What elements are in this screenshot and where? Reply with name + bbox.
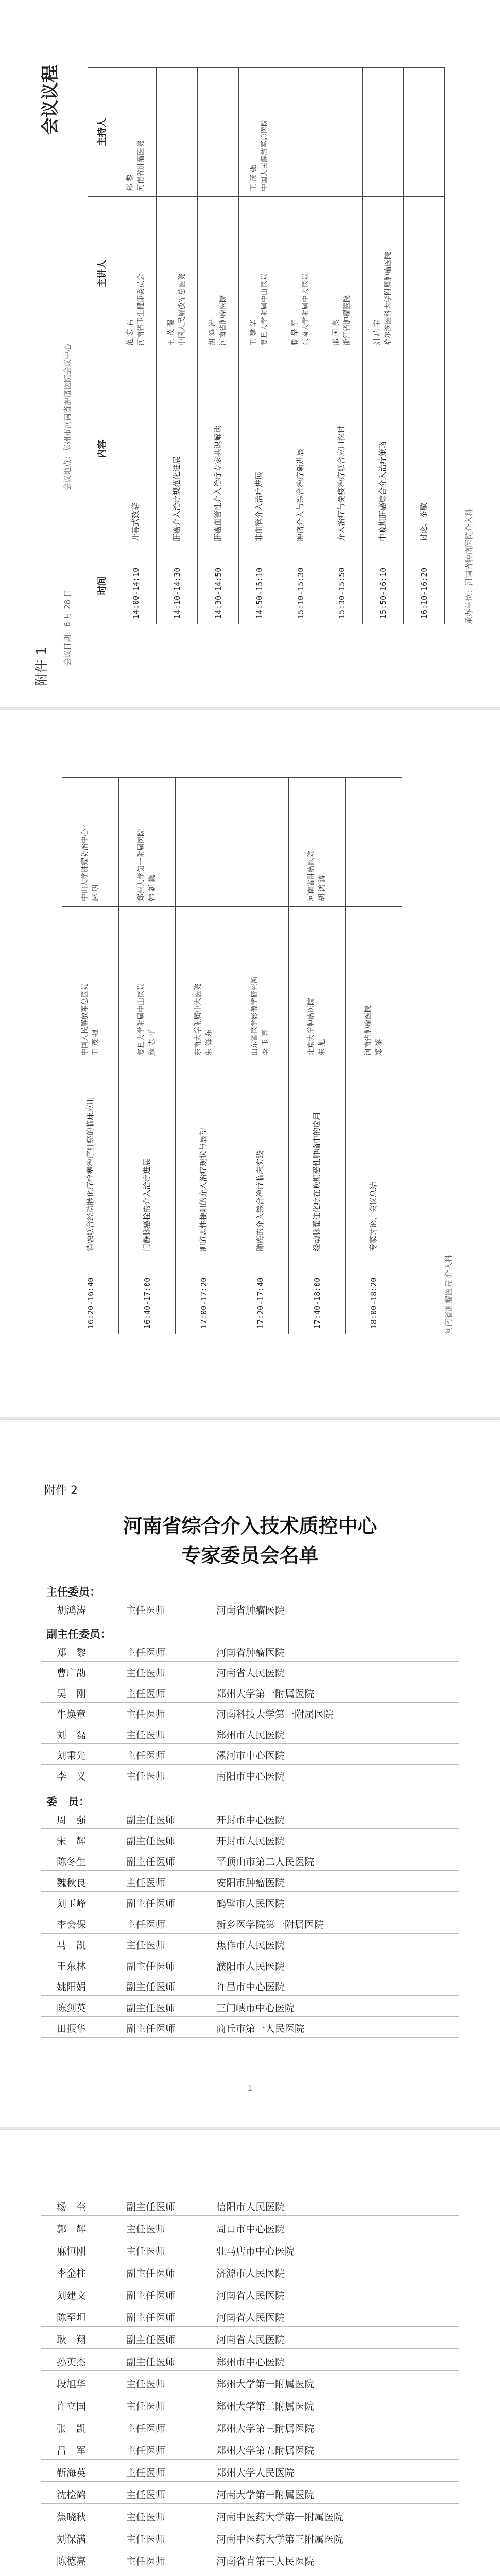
- member-hospital: 郑州大学第一附属医院: [216, 2379, 315, 2390]
- member-name: 杨 奎: [57, 2201, 87, 2213]
- agenda-content: 中晚期肝癌综合介入治疗策略: [363, 351, 404, 547]
- agenda-table-2: [62, 777, 402, 1334]
- member-name: 胡鸿涛: [57, 1605, 87, 1616]
- member-title: 主任医师: [126, 1647, 166, 1658]
- speaker-line: 山东省医学影像学研究所: [251, 976, 260, 1056]
- member-hospital: 信阳市人民医院: [216, 2201, 285, 2213]
- agenda-row: [157, 68, 198, 624]
- member-title: 副主任医师: [126, 2334, 176, 2346]
- row-divider: [41, 2481, 459, 2482]
- member-title: 主任医师: [126, 1750, 166, 1761]
- agenda-row: [115, 68, 157, 624]
- row-divider: [41, 2215, 459, 2216]
- member-name: 曹广劭: [57, 1668, 87, 1679]
- agenda-time: 14:30-14:50: [198, 547, 239, 624]
- agenda-speaker: [404, 197, 445, 351]
- member-hospital: 周口市中心医院: [216, 2224, 285, 2235]
- agenda-content: 肝癌血管性介入治疗专家共识解读: [198, 351, 239, 547]
- page-2-rotated-content: [0, 710, 500, 1417]
- speaker-line: 郑 黎: [374, 1039, 383, 1056]
- member-title: 主任医师: [126, 2467, 166, 2479]
- page-2: [0, 710, 500, 1417]
- member-name: 李 义: [57, 1771, 87, 1782]
- agenda-speaker: [363, 197, 404, 351]
- member-title: 副主任医师: [126, 2312, 176, 2324]
- host-line: 赵 明: [91, 884, 100, 901]
- agenda-time: 17:00-17:20: [176, 1257, 232, 1334]
- agenda-row: [289, 778, 346, 1334]
- member-name: 吴 刚: [57, 1688, 87, 1700]
- member-title: 主任医师: [126, 2512, 166, 2523]
- member-title: 主任医师: [126, 2401, 166, 2412]
- speaker-line: 颜 志 平: [148, 1029, 157, 1056]
- speaker-line: 复旦大学附属中山医院: [137, 984, 146, 1056]
- member-title: 主任医师: [126, 1605, 166, 1616]
- agenda-time: 14:10-14:30: [157, 547, 198, 624]
- section-vice-chair: 副主任委员：: [46, 1628, 111, 1640]
- member-title: 主任医师: [126, 2445, 166, 2456]
- speaker-line: 范 宏 君: [126, 319, 135, 346]
- row-divider: [41, 2016, 459, 2017]
- member-title: 主任医师: [126, 2556, 166, 2567]
- agenda-host: [346, 778, 402, 907]
- page-number-1: 1: [248, 2084, 252, 2093]
- agenda-host: [363, 68, 404, 197]
- row-divider: [41, 1661, 459, 1662]
- agenda-speaker: [176, 907, 232, 1061]
- member-name: 麻恒刚: [57, 2246, 87, 2257]
- member-title: 副主任医师: [126, 2023, 176, 2035]
- agenda-row: [280, 68, 321, 624]
- member-title: 副主任医师: [126, 1856, 176, 1868]
- member-title: 主任医师: [126, 1709, 166, 1720]
- row-divider: [41, 2370, 459, 2371]
- member-name: 刘 磊: [57, 1730, 87, 1741]
- member-hospital: 郑州市人民医院: [216, 1730, 285, 1741]
- member-hospital: 商丘市第一人民医院: [216, 2023, 305, 2035]
- attachment-2-label: 附件 2: [44, 1484, 78, 1497]
- header-speaker: 主讲人: [88, 197, 115, 351]
- member-hospital: 济源市人民医院: [216, 2268, 285, 2279]
- member-title: 副主任医师: [126, 2201, 176, 2213]
- member-title: 主任医师: [126, 2379, 166, 2390]
- agenda-speaker: [115, 197, 157, 351]
- meeting-date-note: 会议日期：6 月 28 日: [63, 589, 72, 666]
- member-name: 王东林: [57, 1960, 87, 1972]
- agenda-speaker: [346, 907, 402, 1061]
- member-hospital: 鹤壁市人民医院: [216, 1898, 285, 1909]
- agenda-time: 17:20-17:40: [232, 1257, 289, 1334]
- agenda-host: [289, 778, 346, 907]
- agenda-host: [119, 778, 176, 907]
- agenda-time: 18:00-18:20: [346, 1257, 402, 1334]
- member-hospital: 河南中医药大学第一附属医院: [216, 2512, 344, 2523]
- agenda-time: 16:20-16:40: [62, 1257, 119, 1334]
- agenda-speaker: [289, 907, 346, 1061]
- page-1: [0, 0, 500, 707]
- row-divider: [41, 1933, 459, 1934]
- row-divider: [41, 2037, 459, 2038]
- host-line: 郑州大学第一附属医院: [137, 829, 146, 901]
- speaker-line: 河南省卫生健康委员会: [136, 274, 145, 346]
- speaker-line: 北京大学肿瘤医院: [307, 998, 316, 1056]
- member-title: 主任医师: [126, 2423, 166, 2434]
- agenda-row: [346, 778, 402, 1334]
- member-hospital: 河南中医药大学第三附属医院: [216, 2534, 344, 2545]
- agenda-time: 14:00-14:10: [115, 547, 157, 624]
- member-name: 郑 黎: [57, 1647, 87, 1658]
- speaker-line: 河南省肿瘤医院: [219, 295, 228, 346]
- row-divider: [41, 1995, 459, 1996]
- member-title: 副主任医师: [126, 1960, 176, 1972]
- agenda-row: [239, 68, 280, 624]
- speaker-line: 李 玉 亮: [261, 1029, 270, 1056]
- member-title: 主任医师: [126, 1919, 166, 1930]
- speaker-line: 胡 鸿 涛: [209, 319, 217, 346]
- member-hospital: 河南大学第一附属医院: [216, 2489, 315, 2501]
- agenda-host: [62, 778, 119, 907]
- agenda-host: [198, 68, 239, 197]
- agenda-time: 14:50-15:10: [239, 547, 280, 624]
- member-hospital: 开封市人民医院: [216, 1835, 285, 1847]
- meeting-venue-note: 会议地点：郑州市河南省肿瘤医院会议中心: [63, 343, 72, 490]
- member-name: 田振华: [57, 2023, 87, 2035]
- agenda-speaker: [119, 907, 176, 1061]
- agenda-speaker: [62, 907, 119, 1061]
- speaker-line: 中国人民解放军总医院: [81, 984, 90, 1056]
- agenda-host: [232, 778, 289, 907]
- page-3: [0, 1420, 500, 2127]
- agenda-speaker: [198, 197, 239, 351]
- member-name: 孙英杰: [57, 2357, 87, 2368]
- member-title: 主任医师: [126, 1688, 166, 1700]
- row-divider: [41, 1743, 459, 1744]
- host-line: 中山大学肿瘤防治中心: [81, 829, 90, 901]
- member-title: 主任医师: [126, 1668, 166, 1679]
- member-hospital: 郑州大学人民医院: [216, 2467, 295, 2479]
- agenda-speaker: [157, 197, 198, 351]
- agenda-content: 介入治疗与免疫治疗联合应用探讨: [321, 351, 363, 547]
- member-name: 段旭华: [57, 2379, 87, 2390]
- member-hospital: 河南省肿瘤医院: [216, 1605, 285, 1616]
- speaker-line: 浙江省肿瘤医院: [342, 295, 351, 346]
- member-title: 副主任医师: [126, 2290, 176, 2301]
- member-name: 陈至坦: [57, 2312, 87, 2324]
- member-name: 刘建文: [57, 2290, 87, 2301]
- host-line: 郑 黎: [126, 174, 135, 191]
- member-name: 郭 辉: [57, 2224, 87, 2235]
- member-hospital: 漯河市中心医院: [216, 1750, 285, 1761]
- row-divider: [41, 1828, 459, 1829]
- member-hospital: 郑州大学第一附属医院: [216, 1688, 315, 1700]
- page-1-rotated-content: [0, 0, 500, 707]
- member-name: 耿 翔: [57, 2334, 87, 2346]
- agenda-time: 15:50-16:10: [363, 547, 404, 624]
- member-title: 主任医师: [126, 2224, 166, 2235]
- member-title: 副主任医师: [126, 1981, 176, 1993]
- speaker-line: 哈尔滨医科大学附属肿瘤医院: [384, 252, 392, 346]
- member-name: 魏秋良: [57, 1877, 87, 1889]
- member-hospital: 河南省人民医院: [216, 2334, 285, 2346]
- member-name: 周 强: [57, 1815, 87, 1826]
- member-name: 刘保满: [57, 2534, 87, 2545]
- member-name: 宋 辉: [57, 1835, 87, 1847]
- department-note: 河南省肿瘤医院 介入科: [444, 1255, 453, 1334]
- speaker-line: 滕 皋 军: [291, 319, 300, 346]
- member-hospital: 平顶山市第二人民医院: [216, 1856, 315, 1868]
- page-4: [0, 2130, 500, 2576]
- row-divider: [41, 2459, 459, 2460]
- member-title: 主任医师: [126, 2246, 166, 2257]
- member-name: 李会保: [57, 1919, 87, 1930]
- member-title: 主任医师: [126, 1771, 166, 1782]
- agenda-host: [280, 68, 321, 197]
- speaker-line: 复旦大学附属中山医院: [260, 274, 269, 346]
- member-title: 副主任医师: [126, 2002, 176, 2014]
- agenda-content: 讨论、茶歇: [404, 351, 445, 547]
- section-committee: 委 员：: [46, 1795, 90, 1808]
- member-name: 李金柱: [57, 2268, 87, 2279]
- host-line: 胡 鸿 涛: [318, 875, 326, 901]
- agenda-content: 门静脉癌栓的介入治疗进展: [119, 1061, 176, 1257]
- host-line: 王 茂 强: [250, 165, 258, 191]
- organizer-note: 承办单位：河南省肿瘤医院介入科: [464, 508, 474, 624]
- host-line: 河南省肿瘤医院: [136, 141, 145, 191]
- member-name: 刘玉峰: [57, 1898, 87, 1909]
- member-hospital: 郑州大学第二附属医院: [216, 2401, 315, 2412]
- agenda-row: [198, 68, 239, 624]
- agenda-row: [176, 778, 232, 1334]
- member-hospital: 河南省人民医院: [216, 2290, 285, 2301]
- agenda-row: [363, 68, 404, 624]
- member-hospital: 许昌市中心医院: [216, 1981, 285, 1993]
- member-title: 副主任医师: [126, 1815, 176, 1826]
- agenda-host: [176, 778, 232, 907]
- member-title: 主任医师: [126, 2534, 166, 2545]
- agenda-speaker: [232, 907, 289, 1061]
- member-name: 沈检鹤: [57, 2489, 87, 2501]
- member-hospital: 河南省人民医院: [216, 2312, 285, 2324]
- agenda-row: [232, 778, 289, 1334]
- member-name: 靳海英: [57, 2467, 87, 2479]
- row-divider: [41, 2326, 459, 2327]
- member-hospital: 河南省肿瘤医院: [216, 1647, 285, 1658]
- agenda-time: 15:30-15:50: [321, 547, 363, 624]
- member-hospital: 河南省人民医院: [216, 1668, 285, 1679]
- agenda-host: [404, 68, 445, 197]
- agenda-table-1: [88, 67, 445, 624]
- member-hospital: 郑州大学第三附属医院: [216, 2423, 315, 2434]
- agenda-time: 16:10-16:20: [404, 547, 445, 624]
- speaker-line: 朱 旭: [318, 1039, 326, 1056]
- row-divider: [41, 2503, 459, 2504]
- row-divider: [41, 1702, 459, 1703]
- section-chair: 主任委员：: [46, 1586, 100, 1598]
- agenda-content: 非血管介入治疗进展: [239, 351, 280, 547]
- member-title: 副主任医师: [126, 1898, 176, 1909]
- agenda-host: [115, 68, 157, 197]
- agenda-header-row: [88, 68, 115, 624]
- speaker-line: 王 茂 强: [167, 319, 176, 346]
- agenda-time: 15:10-15:30: [280, 547, 321, 624]
- doc-title-line-2: 专家委员会名单: [181, 1544, 319, 1567]
- agenda-content: 肿瘤介入与综合治疗新进展: [280, 351, 321, 547]
- member-name: 张 凯: [57, 2423, 87, 2434]
- agenda-speaker: [280, 197, 321, 351]
- member-hospital: 三门峡市中心医院: [216, 2002, 295, 2014]
- speaker-line: 王 茂 强: [91, 1029, 100, 1056]
- member-hospital: 安阳市肿瘤医院: [216, 1877, 285, 1889]
- host-line: 河南省肿瘤医院: [307, 851, 316, 901]
- speaker-line: 刘 瑞 宝: [373, 319, 382, 346]
- agenda-row: [62, 778, 119, 1334]
- agenda-speaker: [239, 197, 280, 351]
- member-hospital: 南阳市中心医院: [216, 1771, 285, 1782]
- agenda-content: 肝癌介入治疗规范化进展: [157, 351, 198, 547]
- member-title: 主任医师: [126, 1940, 166, 1951]
- member-hospital: 郑州市中心医院: [216, 2357, 285, 2368]
- agenda-speaker: [321, 197, 363, 351]
- member-title: 副主任医师: [126, 2268, 176, 2279]
- agenda-content: 经动脉灌注化疗在晚期恶性肿瘤中的应用: [289, 1061, 346, 1257]
- member-name: 吕 军: [57, 2445, 87, 2456]
- agenda-content: 肺癌的介入综合治疗临床实践: [232, 1061, 289, 1257]
- header-content: 内容: [88, 351, 115, 547]
- member-title: 副主任医师: [126, 2357, 176, 2368]
- agenda-row: [119, 778, 176, 1334]
- agenda-content: 专家讨论、会议总结: [346, 1061, 402, 1257]
- row-divider: [41, 2348, 459, 2349]
- member-name: 姚阳娟: [57, 1981, 87, 1993]
- row-divider: [41, 1764, 459, 1765]
- member-name: 刘秉先: [57, 1750, 87, 1761]
- agenda-host: [321, 68, 363, 197]
- member-hospital: 焦作市人民医院: [216, 1940, 285, 1951]
- member-name: 焦晓秋: [57, 2512, 87, 2523]
- member-hospital: 新乡医学院第一附属医院: [216, 1919, 324, 1930]
- agenda-time: 16:40-17:00: [119, 1257, 176, 1334]
- member-hospital: 驻马店市中心医院: [216, 2246, 295, 2257]
- agenda-host: [157, 68, 198, 197]
- member-hospital: 河南科技大学第一附属医院: [216, 1709, 334, 1720]
- member-title: 主任医师: [126, 2489, 166, 2501]
- agenda-content: 开幕式致辞: [115, 351, 157, 547]
- agenda-row: [321, 68, 363, 624]
- member-name: 陈冬生: [57, 1856, 87, 1868]
- agenda-content: 消融联合经动脉化疗栓塞治疗肝癌的临床应用: [62, 1061, 119, 1257]
- member-title: 主任医师: [126, 1730, 166, 1741]
- speaker-line: 朱 海 东: [204, 1029, 213, 1056]
- agenda-content: 胆道恶性梗阻的介入治疗现状与展望: [176, 1061, 232, 1257]
- host-line: 中国人民解放军总医院: [260, 119, 269, 191]
- agenda-time: 17:40-18:00: [289, 1257, 346, 1334]
- speaker-line: 中国人民解放军总医院: [178, 274, 186, 346]
- doc-title-line-1: 河南省综合介入技术质控中心: [123, 1514, 377, 1537]
- header-time: 时间: [88, 547, 115, 624]
- row-divider: [41, 1891, 459, 1892]
- member-title: 主任医师: [126, 1877, 166, 1889]
- agenda-title: 会议议程: [40, 65, 61, 135]
- attachment-label: 附件 1: [34, 647, 49, 686]
- host-line: 韩 新 巍: [148, 875, 157, 901]
- member-name: 许立国: [57, 2401, 87, 2412]
- agenda-row: [404, 68, 445, 624]
- member-hospital: 郑州大学第五附属医院: [216, 2445, 315, 2456]
- member-name: 陈德亮: [57, 2556, 87, 2567]
- agenda-host: [239, 68, 280, 197]
- speaker-line: 东南大学附属中大医院: [301, 274, 310, 346]
- member-hospital: 河南省直第三人民医院: [216, 2556, 315, 2567]
- speaker-line: 河南省肿瘤医院: [364, 1005, 373, 1056]
- member-hospital: 濮阳市人民医院: [216, 1960, 285, 1972]
- speaker-line: 邵 国 良: [332, 319, 341, 346]
- member-name: 马 凯: [57, 1940, 87, 1951]
- speaker-line: 王 建 华: [250, 319, 258, 346]
- header-host: 主持人: [88, 68, 115, 197]
- member-name: 陈剑英: [57, 2002, 87, 2014]
- member-hospital: 开封市中心医院: [216, 1815, 285, 1826]
- speaker-line: 东南大学附属中大医院: [194, 984, 203, 1056]
- member-name: 牛焕章: [57, 1709, 87, 1720]
- row-divider: [41, 1870, 459, 1871]
- member-title: 副主任医师: [126, 1835, 176, 1847]
